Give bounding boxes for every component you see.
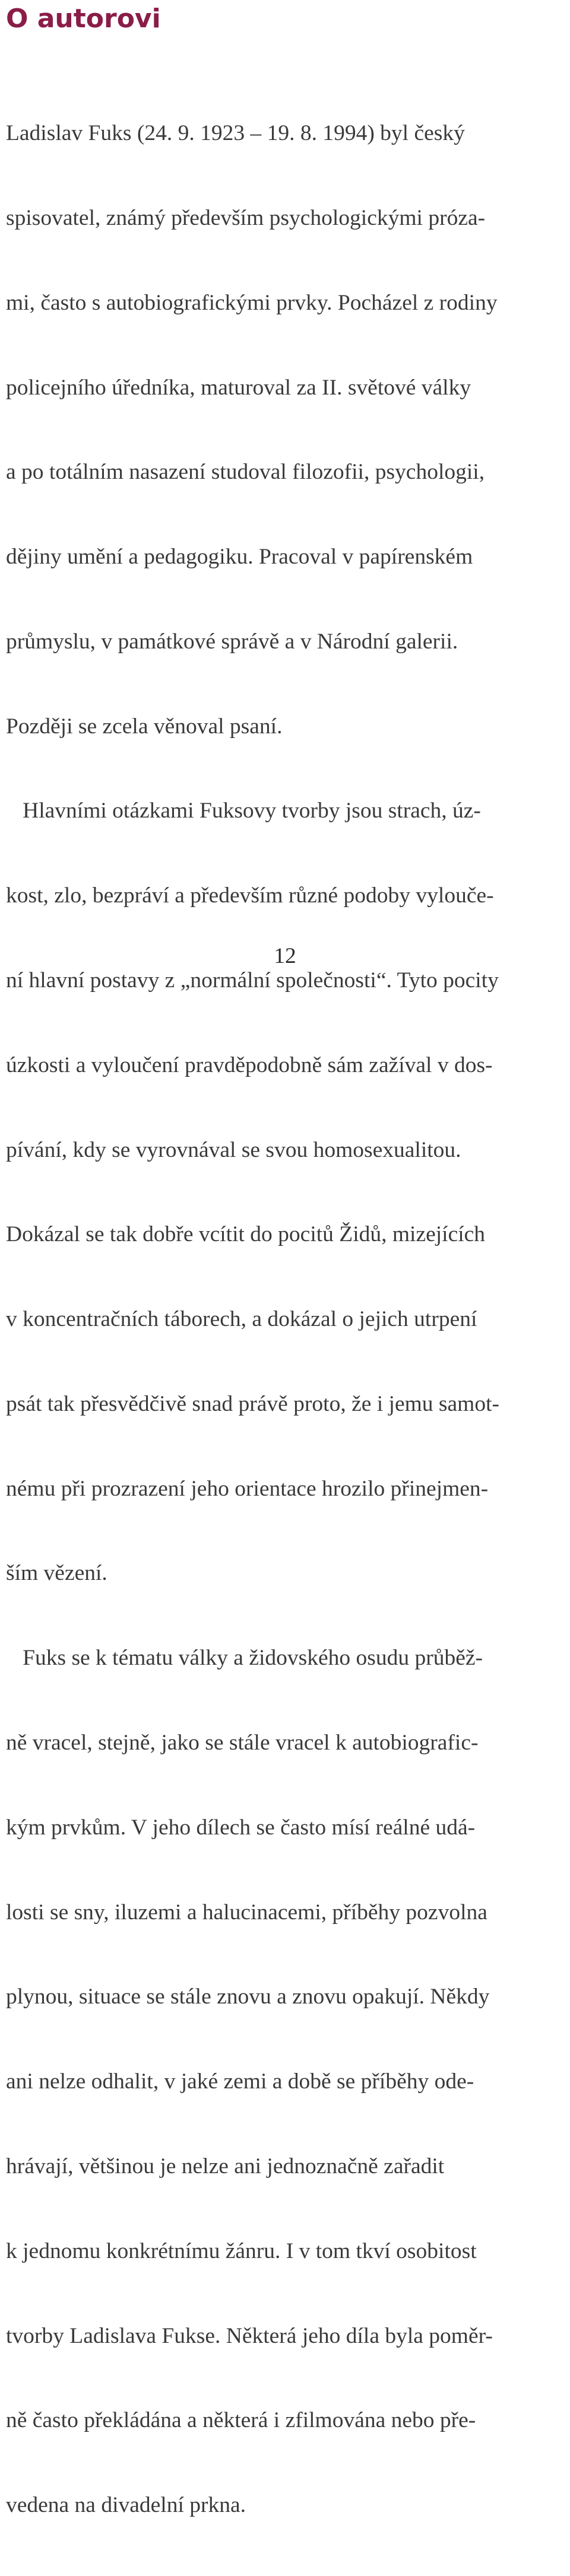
text-line: kost, zlo, bezpráví a především různé podoby vylouče- xyxy=(6,883,494,908)
text-line: kým prvkům. V jeho dílech se často mísí reálné udá- xyxy=(6,1815,476,1840)
text-line: psát tak přesvědčivě snad právě proto, že i jemu samot- xyxy=(6,1391,499,1416)
text-line: ní hlavní postavy z „normální společnosti“. Tyto pocity xyxy=(6,968,499,993)
text-line: dějiny umění a pedagogiku. Pracoval v papírenském xyxy=(6,545,473,570)
text-line: Ladislav Fuks (24. 9. 1923 – 19. 8. 1994) byl český xyxy=(6,121,465,146)
text-line: ani nelze odhalit, v jaké zemi a době se příběhy ode- xyxy=(6,2069,474,2094)
text-line: Hlavními otázkami Fuksovy tvorby jsou strach, úz- xyxy=(6,799,481,823)
text-line: Později se zcela věnoval psaní. xyxy=(6,714,283,739)
text-line: nému při prozrazení jeho orientace hrozilo přinejmen- xyxy=(6,1476,489,1501)
text-line: průmyslu, v památkové správě a v Národní galerii. xyxy=(6,629,458,654)
text-line: Fuks se k tématu války a židovského osudu průběž- xyxy=(6,1646,483,1671)
text-line: a po totálním nasazení studoval filozofii, psychologii, xyxy=(6,460,485,485)
text-line: policejního úředníka, maturoval za II. světové války xyxy=(6,375,471,400)
text-line: ším vězení. xyxy=(6,1561,107,1586)
text-line: plynou, situace se stále znovu a znovu opakují. Někdy xyxy=(6,1985,490,2009)
text-line: losti se sny, iluzemi a halucinacemi, příběhy pozvolna xyxy=(6,1900,487,1925)
body-text xyxy=(6,63,567,2576)
page-number: 12 xyxy=(274,944,296,968)
text-line: v koncentračních táborech, a dokázal o jejich utrpení xyxy=(6,1307,477,1332)
text-line: k jednomu konkrétnímu žánru. I v tom tkví osobitost xyxy=(6,2238,477,2263)
page-title: O autorovi xyxy=(6,4,161,34)
text-line: tvorby Ladislava Fukse. Některá jeho díla byla poměr- xyxy=(6,2323,493,2348)
text-line: ně vracel, stejně, jako se stále vracel k autobiografic- xyxy=(6,1731,479,1756)
text-line: vedena na divadelní prkna. xyxy=(6,2493,246,2518)
text-line: Dokázal se tak dobře vcítit do pocitů Židů, mizejících xyxy=(6,1222,486,1247)
text-line: pívání, kdy se vyrovnával se svou homosexualitou. xyxy=(6,1137,461,1162)
text-line: mi, často s autobiografickými prvky. Pocházel z rodiny xyxy=(6,290,498,315)
text-line: ně často překládána a některá i zfilmována nebo pře- xyxy=(6,2408,476,2433)
text-line: spisovatel, známý především psychologickými próza- xyxy=(6,205,486,230)
text-line: úzkosti a vyloučení pravděpodobně sám zažíval v dos- xyxy=(6,1052,493,1077)
text-line: hrávají, většinou je nelze ani jednoznačně zařadit xyxy=(6,2154,445,2179)
